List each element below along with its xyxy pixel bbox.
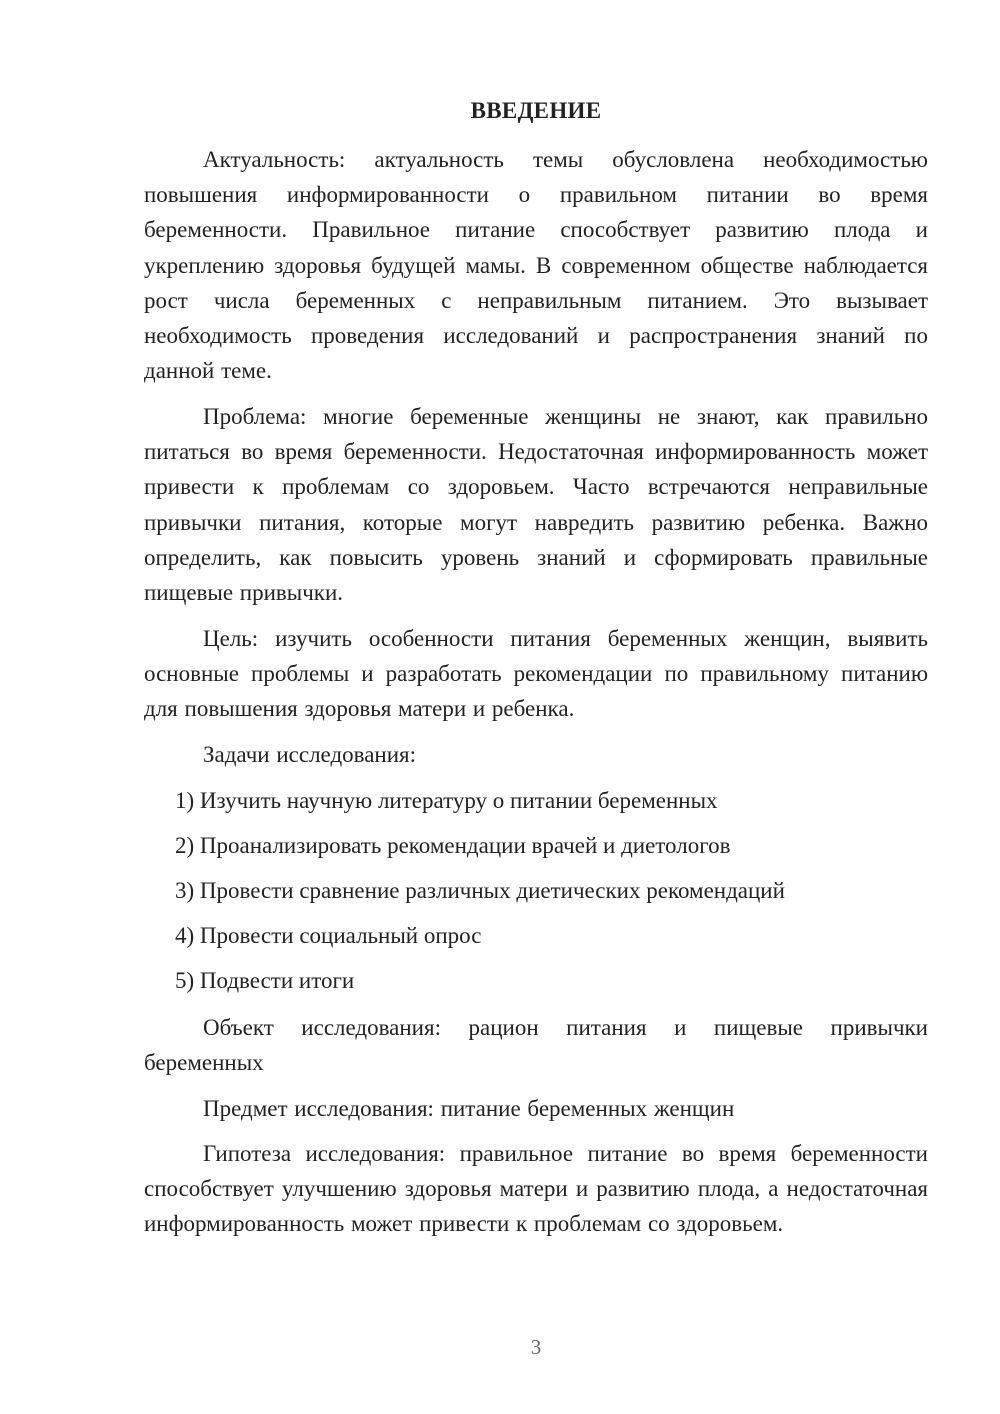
goal-paragraph: Цель: изучить особенности питания беременных женщин, выявить основные проблемы и разработать рекомендации по правильному питанию для повышения здоровья матери и ребенка.: [144, 626, 928, 722]
relevance-paragraph: Актуальность: актуальность темы обусловлена необходимостью повышения информированности о правильном питании во время беременности. Правильное питание способствует развитию плода и укреплению здоровья будущей мамы. В современном обществе наблюдается рост числа беременных с неправильным питанием. Это вызывает необходимость проведения исследований и распространения знаний по данной теме.: [144, 147, 928, 384]
page-number: 3: [530, 1335, 542, 1359]
hypothesis-paragraph: Гипотеза исследования: правильное питание во время беременности способствует улучшению здоровья матери и развитию плода, а недостаточная информированность может привести к проблемам со здоровьем.: [144, 1141, 928, 1237]
task-item: 2) Проанализировать рекомендации врачей и диетологов: [175, 833, 731, 858]
task-item: 1) Изучить научную литературу о питании беременных: [175, 788, 718, 813]
page-title: ВВЕДЕНИЕ: [470, 98, 602, 123]
task-item: 5) Подвести итоги: [175, 968, 355, 993]
problem-paragraph: Проблема: многие беременные женщины не знают, как правильно питаться во время беременности. Недостаточная информированность может привести к проблемам со здоровьем. Часто встречаются неправильные привычки питания, которые могут навредить развитию ребенка. Важно определить, как повысить уровень знаний и сформировать правильные пищевые привычки.: [144, 404, 928, 606]
task-item: 4) Провести социальный опрос: [175, 923, 482, 948]
task-item: 3) Провести сравнение различных диетических рекомендаций: [175, 878, 785, 903]
tasks-heading: Задачи исследования:: [203, 742, 417, 767]
subject-paragraph: Предмет исследования: питание беременных женщин: [203, 1096, 735, 1121]
object-paragraph: Объект исследования: рацион питания и пищевые привычки беременных: [144, 1015, 928, 1076]
